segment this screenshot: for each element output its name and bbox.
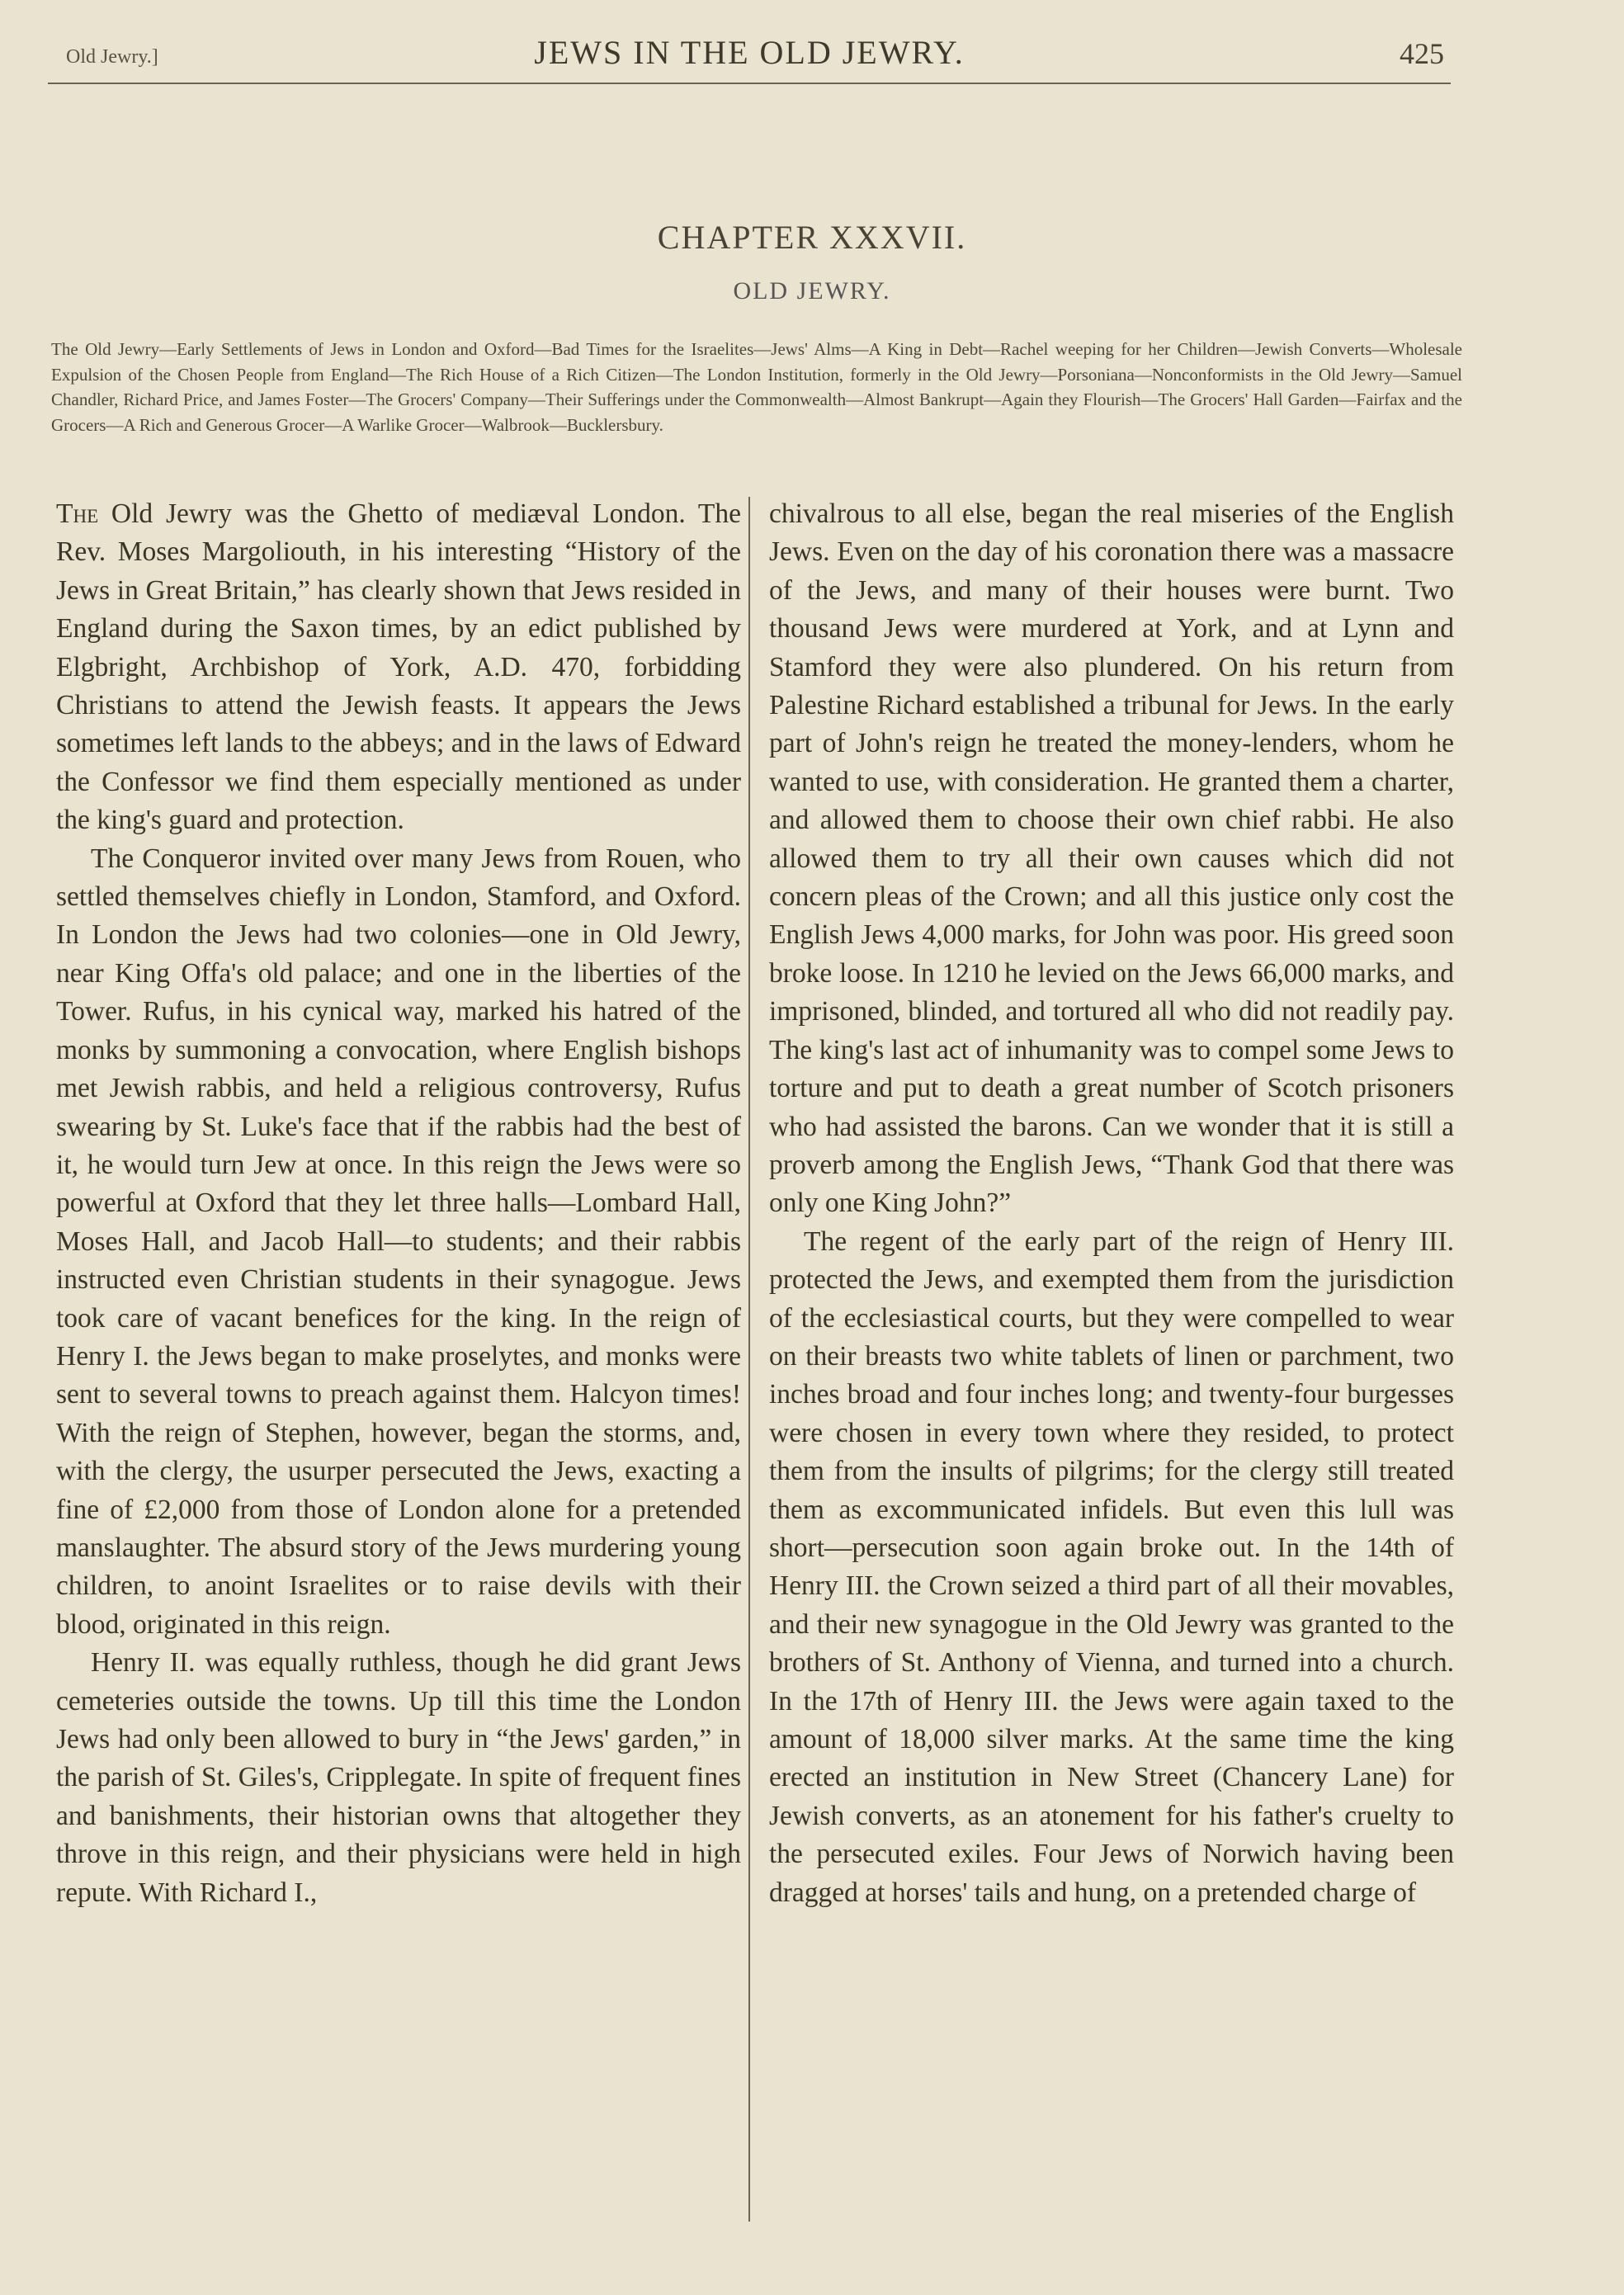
header-rule	[48, 83, 1451, 84]
running-head-section: Old Jewry.]	[66, 46, 158, 68]
paragraph: chivalrous to all else, began the real miseries of the English Jews. Even on the day of his coronation there was a massacre of the Jews, and many of their houses were burnt. Two thousand Jews were murdered at York, and at Lynn and Stamford they were also plundered. On his return from Palestine Richard established a tribunal for Jews. In the early part of John's reign he treated the money-lenders, whom he wanted to use, with consideration. He granted them a charter, and allowed them to choose their own chief rabbi. He also allowed them to try all their own causes which did not concern pleas of the Crown; and all this justice only cost the English Jews 4,000 marks, for John was poor. His greed soon broke loose. In 1210 he levied on the Jews 66,000 marks, and imprisoned, blinded, and tortured all who did not readily pay. The king's last act of inhumanity was to compel some Jews to torture and put to death a great number of Scotch prisoners who had assisted the barons. Can we wonder that it is still a proverb among the English Jews, “Thank God that there was only one King John?”	[769, 498, 1454, 1219]
running-head-title: JEWS IN THE OLD JEWRY.	[534, 34, 965, 71]
page-number: 425	[1400, 37, 1444, 70]
column-divider	[748, 497, 750, 2222]
running-head	[48, 31, 1451, 81]
chapter-title: CHAPTER XXXVII.	[657, 219, 967, 256]
paragraph: The Conqueror invited over many Jews from Rouen, who settled themselves chiefly in London, Stamford, and Oxford. In London the Jews had two colonies—one in Old Jewry, near King Offa's old palace; and one in the liberties of the Tower. Rufus, in his cynical way, marked his hatred of the monks by summoning a convocation, where English bishops met Jewish rabbis, and held a religious controversy, Rufus swearing by St. Luke's face that if the rabbis had the best of it, he would turn Jew at once. In this reign the Jews were so powerful at Oxford that they let three halls—Lombard Hall, Moses Hall, and Jacob Hall—to students; and their rabbis instructed even Christian students in their synagogue. Jews took care of vacant benefices for the king. In the reign of Henry I. the Jews began to make proselytes, and monks were sent to several towns to preach against them. Halcyon times! With the reign of Stephen, however, began the storms, and, with the clergy, the usurper persecuted the Jews, exacting a fine of £2,000 from those of London alone for a pretended manslaughter. The absurd story of the Jews murdering young children, to anoint Israelites or to raise devils with their blood, originated in this reign.	[56, 843, 741, 1640]
chapter-synopsis: The Old Jewry—Early Settlements of Jews in London and Oxford—Bad Times for the Israelites—Jews' Alms—A King in Debt—Rachel weeping for her Children—Jewish Converts—Wholesale Expulsion of the Chosen People from England—The Rich House of a Rich Citizen—The London Institution, formerly in the Old Jewry—Porsoniana—Nonconformists in the Old Jewry—Samuel Chandler, Richard Price, and James Foster—The Grocers' Company—Their Sufferings under the Commonwealth—Almost Bankrupt—Again they Flourish—The Grocers' Hall Garden—Fairfax and the Grocers—A Rich and Generous Grocer—A Warlike Grocer—Walbrook—Bucklersbury.	[51, 339, 1462, 435]
paragraph	[56, 495, 741, 840]
paragraph: The regent of the early part of the reign of Henry III. protected the Jews, and exempted them from the jurisdiction of the ecclesiastical courts, but they were compelled to wear on their breasts two white tablets of linen or parchment, two inches broad and four inches long; and twenty-four burgesses were chosen in every town where they resided, to protect them from the insults of pilgrims; for the clergy still treated them as excommunicated infidels. But even this lull was short—persecution soon again broke out. In the 14th of Henry III. the Crown seized a third part of all their movables, and their new synagogue in the Old Jewry was granted to the brothers of St. Anthony of Vienna, and turned into a church. In the 17th of Henry III. the Jews were again taxed to the amount of 18,000 silver marks. At the same time the king erected an institution in New Street (Chancery Lane) for Jewish converts, as an atonement for his father's cruelty to the persecuted exiles. Four Jews of Norwich having been dragged at horses' tails and hung, on a pretended charge of	[769, 1225, 1454, 1908]
left-column	[56, 495, 741, 1912]
paragraph: Henry II. was equally ruthless, though he did grant Jews cemeteries outside the towns. Up till this time the London Jews had only been allowed to bury in “the Jews' garden,” in the parish of St. Giles's, Cripplegate. In spite of frequent fines and banishments, their historian owns that altogether they throve in this reign, and their physicians were held in high repute. With Richard I.,	[56, 1647, 741, 1908]
paragraph-text: Old Jewry was the Ghetto of mediæval London. The Rev. Moses Margoliouth, in his interesting “History of the Jews in Great Britain,” has clearly shown that Jews resided in England during the Saxon times, by an edict published by Elgbright, Archbishop of York, A.D. 470, forbidding Christians to attend the Jewish feasts. It appears the Jews sometimes left lands to the abbeys; and in the laws of Edward the Confessor we find them especially mentioned as under the king's guard and protection.	[56, 498, 741, 836]
paragraph-lead: The	[56, 498, 99, 529]
chapter-subtitle: OLD JEWRY.	[733, 277, 891, 305]
right-column	[769, 495, 1454, 1912]
